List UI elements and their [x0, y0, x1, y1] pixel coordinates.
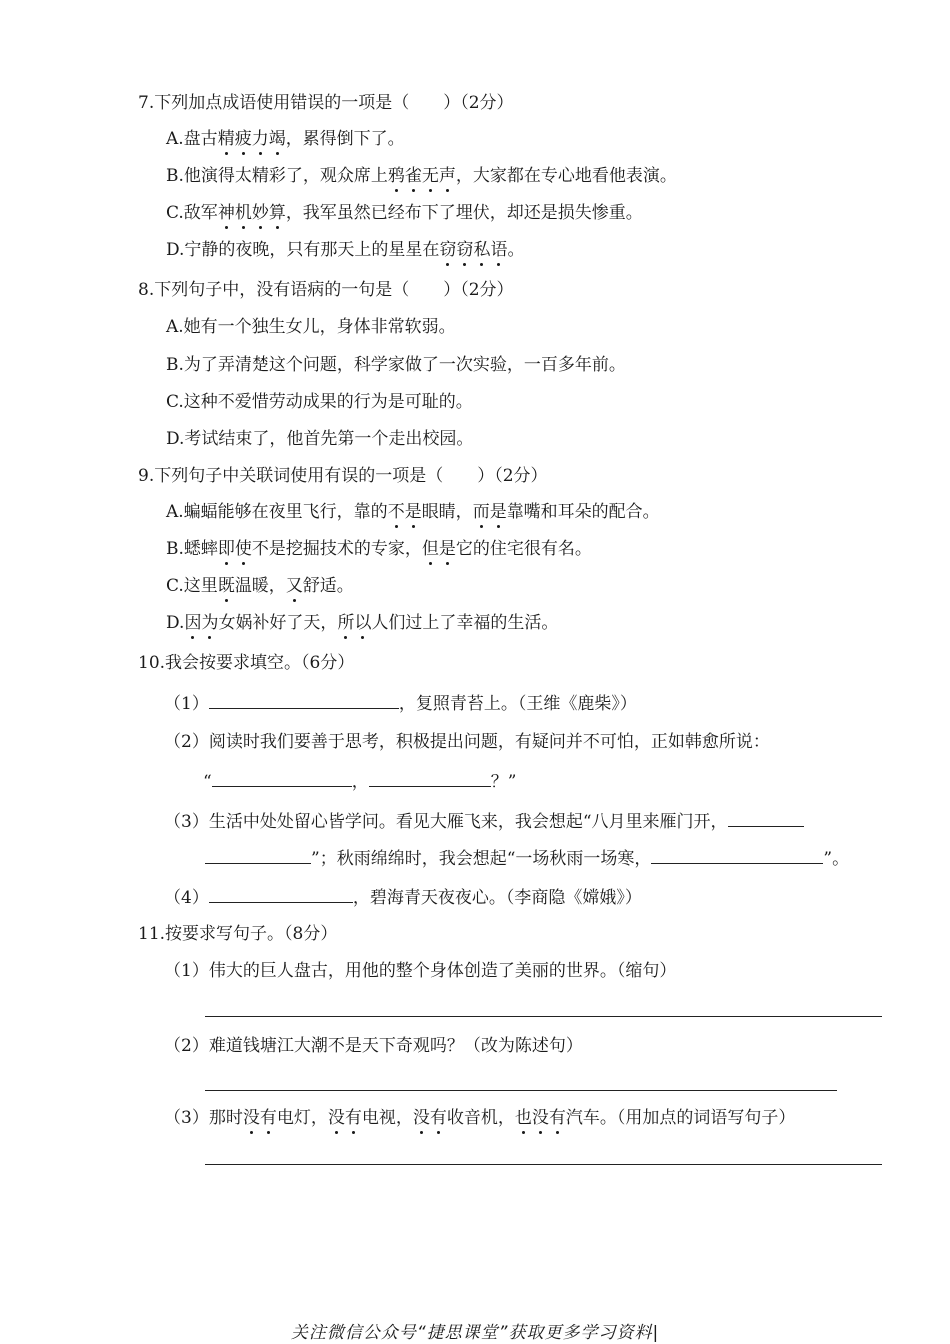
q11-part-2: （2）难道钱塘江大潮不是天下奇观吗？（改为陈述句） — [164, 1036, 583, 1056]
q9-option-b[interactable]: B.蟋蟀即使不是挖掘技术的专家，但是它的住宅很有名。 — [166, 539, 592, 559]
q10-part-2-cont: “ ， ？” — [203, 769, 516, 793]
q9-option-d[interactable]: D.因为女娲补好了天，所以人们过上了幸福的生活。 — [166, 613, 559, 633]
q10-2-blank-b[interactable] — [369, 769, 491, 787]
q7-option-a[interactable]: A.盘古精疲力竭，累得倒下了。 — [166, 129, 405, 149]
q10-part-4: （4） ，碧海青天夜夜心。（李商隐《嫦娥》） — [164, 885, 642, 909]
q10-stem: 10.我会按要求填空。（6分） — [138, 653, 355, 673]
footer-note: 关注微信公众号“捷思课堂”获取更多学习资料| — [290, 1323, 660, 1343]
q10-part-3: （3）生活中处处留心皆学问。看见大雁飞来，我会想起“八月里来雁门开， — [164, 809, 804, 833]
q11-1-answer-line[interactable] — [205, 1016, 882, 1017]
q10-3-blank-c[interactable] — [651, 846, 823, 864]
q10-3-blank-a[interactable] — [728, 809, 804, 827]
q7-option-b[interactable]: B.他演得太精彩了，观众席上鸦雀无声，大家都在专心地看他表演。 — [166, 166, 677, 186]
q9-option-a[interactable]: A.蝙蝠能够在夜里飞行，靠的不是眼睛，而是靠嘴和耳朵的配合。 — [166, 502, 660, 522]
q7-stem: 7.下列加点成语使用错误的一项是（ ）（2分） — [138, 93, 514, 113]
q11-part-3: （3）那时没有电灯，没有电视，没有收音机，也没有汽车。（用加点的词语写句子） — [164, 1108, 796, 1128]
q8-option-b[interactable]: B.为了弄清楚这个问题，科学家做了一次实验，一百多年前。 — [166, 355, 626, 375]
q11-3-answer-line[interactable] — [205, 1164, 882, 1165]
q10-4-blank[interactable] — [209, 885, 353, 903]
q11-part-1: （1）伟大的巨人盘古，用他的整个身体创造了美丽的世界。（缩句） — [164, 961, 677, 981]
q8-option-a[interactable]: A.她有一个独生女儿，身体非常软弱。 — [166, 317, 456, 337]
q8-stem: 8.下列句子中，没有语病的一句是（ ）（2分） — [138, 280, 514, 300]
q10-1-blank[interactable] — [209, 691, 399, 709]
q10-part-2: （2）阅读时我们要善于思考，积极提出问题，有疑问并不可怕，正如韩愈所说： — [164, 732, 770, 752]
q8-option-c[interactable]: C.这种不爱惜劳动成果的行为是可耻的。 — [166, 392, 473, 412]
q8-option-d[interactable]: D.考试结束了，他首先第一个走出校园。 — [166, 429, 474, 449]
q10-3-blank-b[interactable] — [205, 846, 311, 864]
q9-stem: 9.下列句子中关联词使用有误的一项是（ ）（2分） — [138, 466, 548, 486]
q10-2-blank-a[interactable] — [212, 769, 352, 787]
q9-option-c[interactable]: C.这里既温暖，又舒适。 — [166, 576, 354, 596]
q7-option-d[interactable]: D.宁静的夜晚，只有那天上的星星在窃窃私语。 — [166, 240, 525, 260]
q10-part-1: （1） ，复照青苔上。（王维《鹿柴》） — [164, 691, 637, 715]
q7-option-c[interactable]: C.敌军神机妙算，我军虽然已经布下了埋伏，却还是损失惨重。 — [166, 203, 643, 223]
q11-stem: 11.按要求写句子。（8分） — [138, 924, 338, 944]
q11-2-answer-line[interactable] — [205, 1090, 837, 1091]
q10-part-3-cont: ”；秋雨绵绵时，我会想起“一场秋雨一场寒， ”。 — [205, 846, 849, 870]
